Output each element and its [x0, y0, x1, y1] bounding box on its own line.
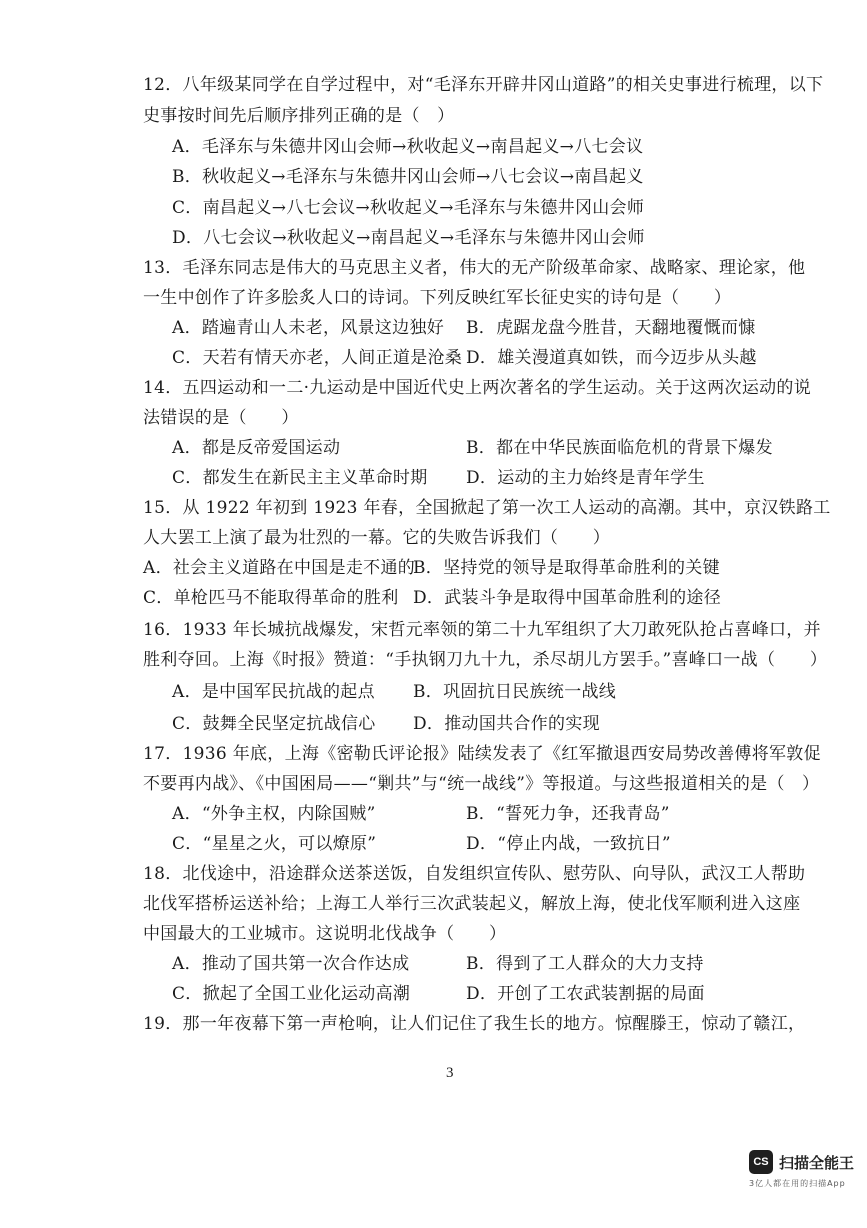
question-16-option-d: D．推动国共合作的实现	[413, 714, 600, 734]
scanner-watermark	[749, 1150, 854, 1174]
watermark-app-name: 扫描全能王	[779, 1153, 855, 1172]
question-14-option-b: B．都在中华民族面临危机的背景下爆发	[466, 438, 773, 458]
question-12-option-a: A．毛泽东与朱德井冈山会师→秋收起义→南昌起义→八七会议	[172, 137, 644, 157]
question-14-stem-line-1: 14．五四运动和一二·九运动是中国近代史上两次著名的学生运动。关于这两次运动的说	[143, 378, 812, 398]
question-15-option-c: C．单枪匹马不能取得革命的胜利	[143, 588, 399, 608]
question-12-option-d: D．八七会议→秋收起义→南昌起义→毛泽东与朱德井冈山会师	[172, 228, 645, 248]
question-16-stem-line-2: 胜利夺回。上海《时报》赞道：“手执钢刀九十九，杀尽胡儿方罢手。”喜峰口一战（ ）	[143, 650, 828, 670]
question-18-option-a: A．推动了国共第一次合作达成	[172, 954, 410, 974]
question-14-option-d: D．运动的主力始终是青年学生	[466, 468, 705, 488]
question-18-stem-line-3: 中国最大的工业城市。这说明北伐战争（ ）	[143, 924, 507, 944]
question-19-stem-line-1: 19．那一年夜幕下第一声枪响，让人们记住了我生长的地方。惊醒滕王，惊动了赣江，	[143, 1014, 806, 1034]
question-15-option-a: A．社会主义道路在中国是走不通的	[143, 558, 416, 578]
question-17-option-b: B．“誓死力争，还我青岛”	[466, 804, 670, 824]
question-13-option-b: B．虎踞龙盘今胜昔，天翻地覆慨而慷	[466, 318, 756, 338]
question-14-option-a: A．都是反帝爱国运动	[172, 438, 341, 458]
question-16-option-a: A．是中国军民抗战的起点	[172, 682, 375, 702]
question-18-stem-line-2: 北伐军搭桥运送补给；上海工人举行三次武装起义，解放上海，使北伐军顺利进入这座	[143, 894, 801, 914]
question-18-option-d: D．开创了工农武装割据的局面	[466, 984, 705, 1004]
question-18-stem-line-1: 18．北伐途中，沿途群众送茶送饭，自发组织宣传队、慰劳队、向导队，武汉工人帮助	[143, 864, 806, 884]
question-13-stem-line-2: 一生中创作了许多脍炙人口的诗词。下列反映红军长征史实的诗句是（ ）	[143, 288, 732, 308]
watermark-tagline: 3亿人都在用的扫描App	[749, 1179, 846, 1188]
question-17-option-a: A．“外争主权，内除国贼”	[172, 804, 376, 824]
camscanner-logo-icon: CS	[749, 1150, 773, 1174]
question-15-stem-line-2: 人大罢工上演了最为壮烈的一幕。它的失败告诉我们（ ）	[143, 528, 611, 548]
question-17-stem-line-1: 17．1936 年底，上海《密勒氏评论报》陆续发表了《红军撤退西安局势改善傅将军敦促	[143, 744, 821, 764]
question-15-option-b: B．坚持党的领导是取得革命胜利的关键	[413, 558, 720, 578]
question-17-option-c: C．“星星之火，可以燎原”	[172, 834, 377, 854]
question-15-option-d: D．武装斗争是取得中国革命胜利的途径	[413, 588, 722, 608]
question-12-option-c: C．南昌起义→八七会议→秋收起义→毛泽东与朱德井冈山会师	[172, 198, 645, 218]
question-16-option-c: C．鼓舞全民坚定抗战信心	[172, 714, 376, 734]
question-13-option-d: D．雄关漫道真如铁，而今迈步从头越	[466, 348, 757, 368]
question-16-option-b: B．巩固抗日民族统一战线	[413, 682, 617, 702]
question-13-option-c: C．天若有情天亦老，人间正道是沧桑	[172, 348, 463, 368]
question-18-option-b: B．得到了工人群众的大力支持	[466, 954, 704, 974]
question-17-stem-line-2: 不要再内战》、《中国困局——“剿共”与“统一战线”》等报道。与这些报道相关的是（ ）	[143, 774, 820, 794]
question-15-stem-line-1: 15．从 1922 年初到 1923 年春，全国掀起了第一次工人运动的高潮。其中，京汉铁路工	[143, 498, 831, 518]
question-12-stem-line-1: 12．八年级某同学在自学过程中，对“毛泽东开辟井冈山道路”的相关史事进行梳理，以下	[143, 75, 824, 95]
question-12-option-b: B．秋收起义→毛泽东与朱德井冈山会师→八七会议→南昌起义	[172, 167, 644, 187]
question-13-stem-line-1: 13．毛泽东同志是伟大的马克思主义者，伟大的无产阶级革命家、战略家、理论家，他	[143, 258, 806, 278]
question-12-stem-line-2: 史事按时间先后顺序排列正确的是（ ）	[143, 106, 455, 126]
question-17-option-d: D．“停止内战，一致抗日”	[466, 834, 671, 854]
question-18-option-c: C．掀起了全国工业化运动高潮	[172, 984, 411, 1004]
question-13-option-a: A．踏遍青山人未老，风景这边独好	[172, 318, 445, 338]
question-14-stem-line-2: 法错误的是（ ）	[143, 408, 299, 428]
question-16-stem-line-1: 16．1933 年长城抗战爆发，宋哲元率领的第二十九军组织了大刀敢死队抢占喜峰口，并	[143, 620, 821, 640]
question-14-option-c: C．都发生在新民主主义革命时期	[172, 468, 428, 488]
page-number: 3	[446, 1065, 454, 1081]
